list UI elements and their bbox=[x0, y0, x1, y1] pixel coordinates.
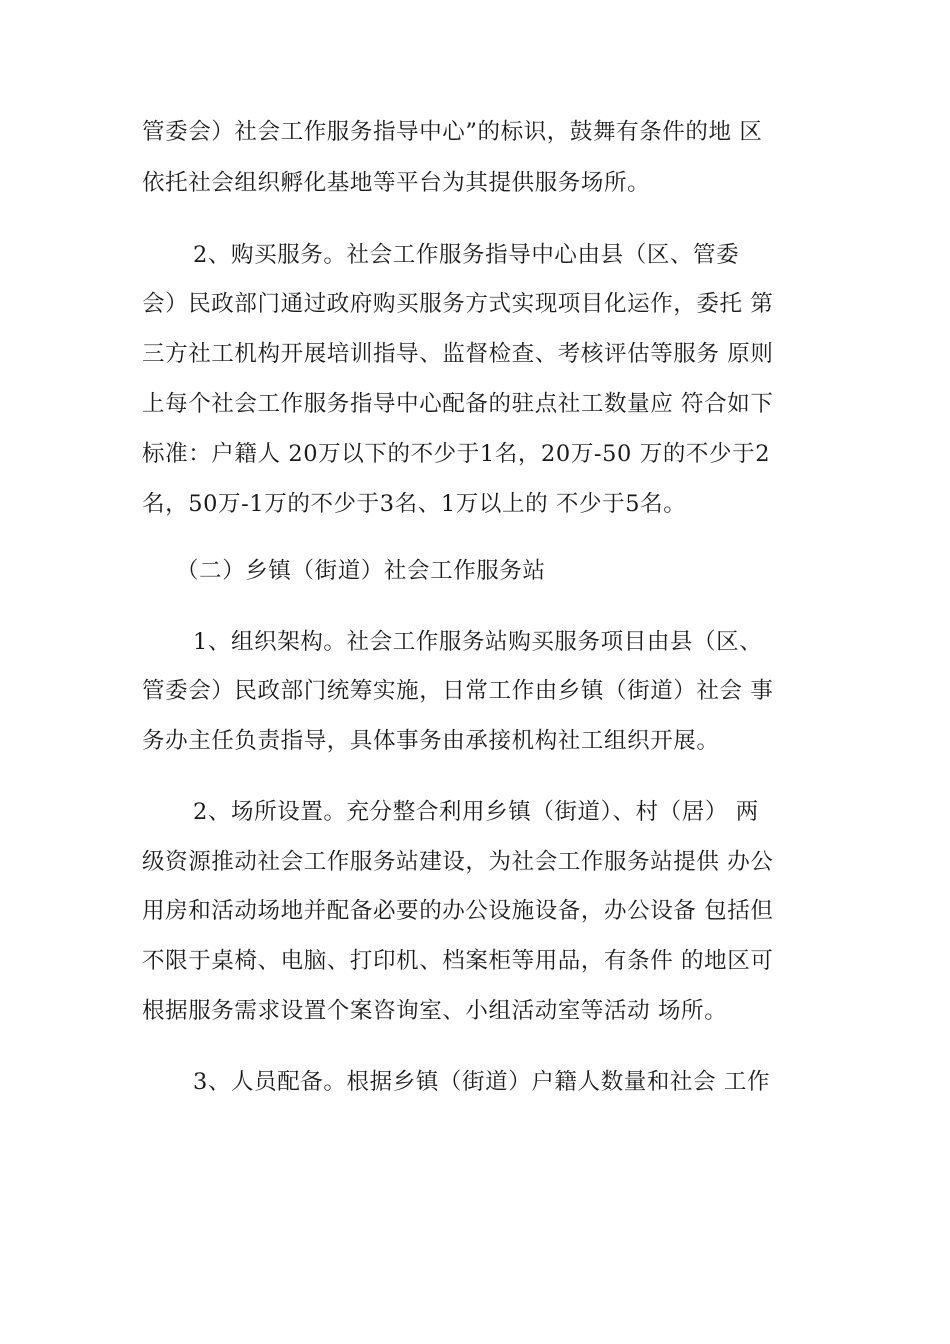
text-line: 依托社会组织孵化基地等平台为其提供服务场所。 bbox=[142, 170, 651, 196]
text-line: 用房和活动场地并配备必要的办公设施设备，办公设备 包括但 bbox=[142, 898, 774, 924]
text-line: 标准：户籍人 20万以下的不少于1名，20万-50 万的不少于2 bbox=[142, 441, 771, 467]
text-line: 管委会）民政部门统筹实施，日常工作由乡镇（街道）社会 事 bbox=[142, 678, 774, 704]
text-line: 3、人员配备。根据乡镇（街道）户籍人数量和社会 工作 bbox=[193, 1069, 771, 1095]
text-line: 2、购买服务。社会工作服务指导中心由县（区、管委 bbox=[193, 242, 740, 268]
text-line: 上每个社会工作服务指导中心配备的驻点社工数量应 符合如下 bbox=[142, 391, 774, 417]
text-line: 名，50万-1万的不少于3名、1万以上的 不少于5名。 bbox=[142, 491, 687, 517]
text-line: 三方社工机构开展培训指导、监督检查、考核评估等服务 原则 bbox=[142, 341, 774, 367]
text-line: 1、组织架构。社会工作服务站购买服务项目由县（区、 bbox=[193, 629, 763, 655]
text-line: 级资源推动社会工作服务站建设，为社会工作服务站提供 办公 bbox=[142, 849, 774, 875]
text-line: 管委会）社会工作服务指导中心”的标识，鼓舞有条件的地 区 bbox=[142, 119, 763, 145]
text-line: 会）民政部门通过政府购买服务方式实现项目化运作，委托 第 bbox=[142, 291, 774, 317]
text-line: 2、场所设置。充分整合利用乡镇（街道）、村（居） 两 bbox=[193, 799, 759, 825]
text-line: 不限于桌椅、电脑、打印机、档案柜等用品，有条件 的地区可 bbox=[142, 948, 774, 974]
section-heading: （二）乡镇（街道）社会工作服务站 bbox=[176, 558, 546, 584]
text-line: 根据服务需求设置个案咨询室、小组活动室等活动 场所。 bbox=[142, 998, 728, 1024]
text-line: 务办主任负责指导，具体事务由承接机构社工组织开展。 bbox=[142, 728, 720, 754]
